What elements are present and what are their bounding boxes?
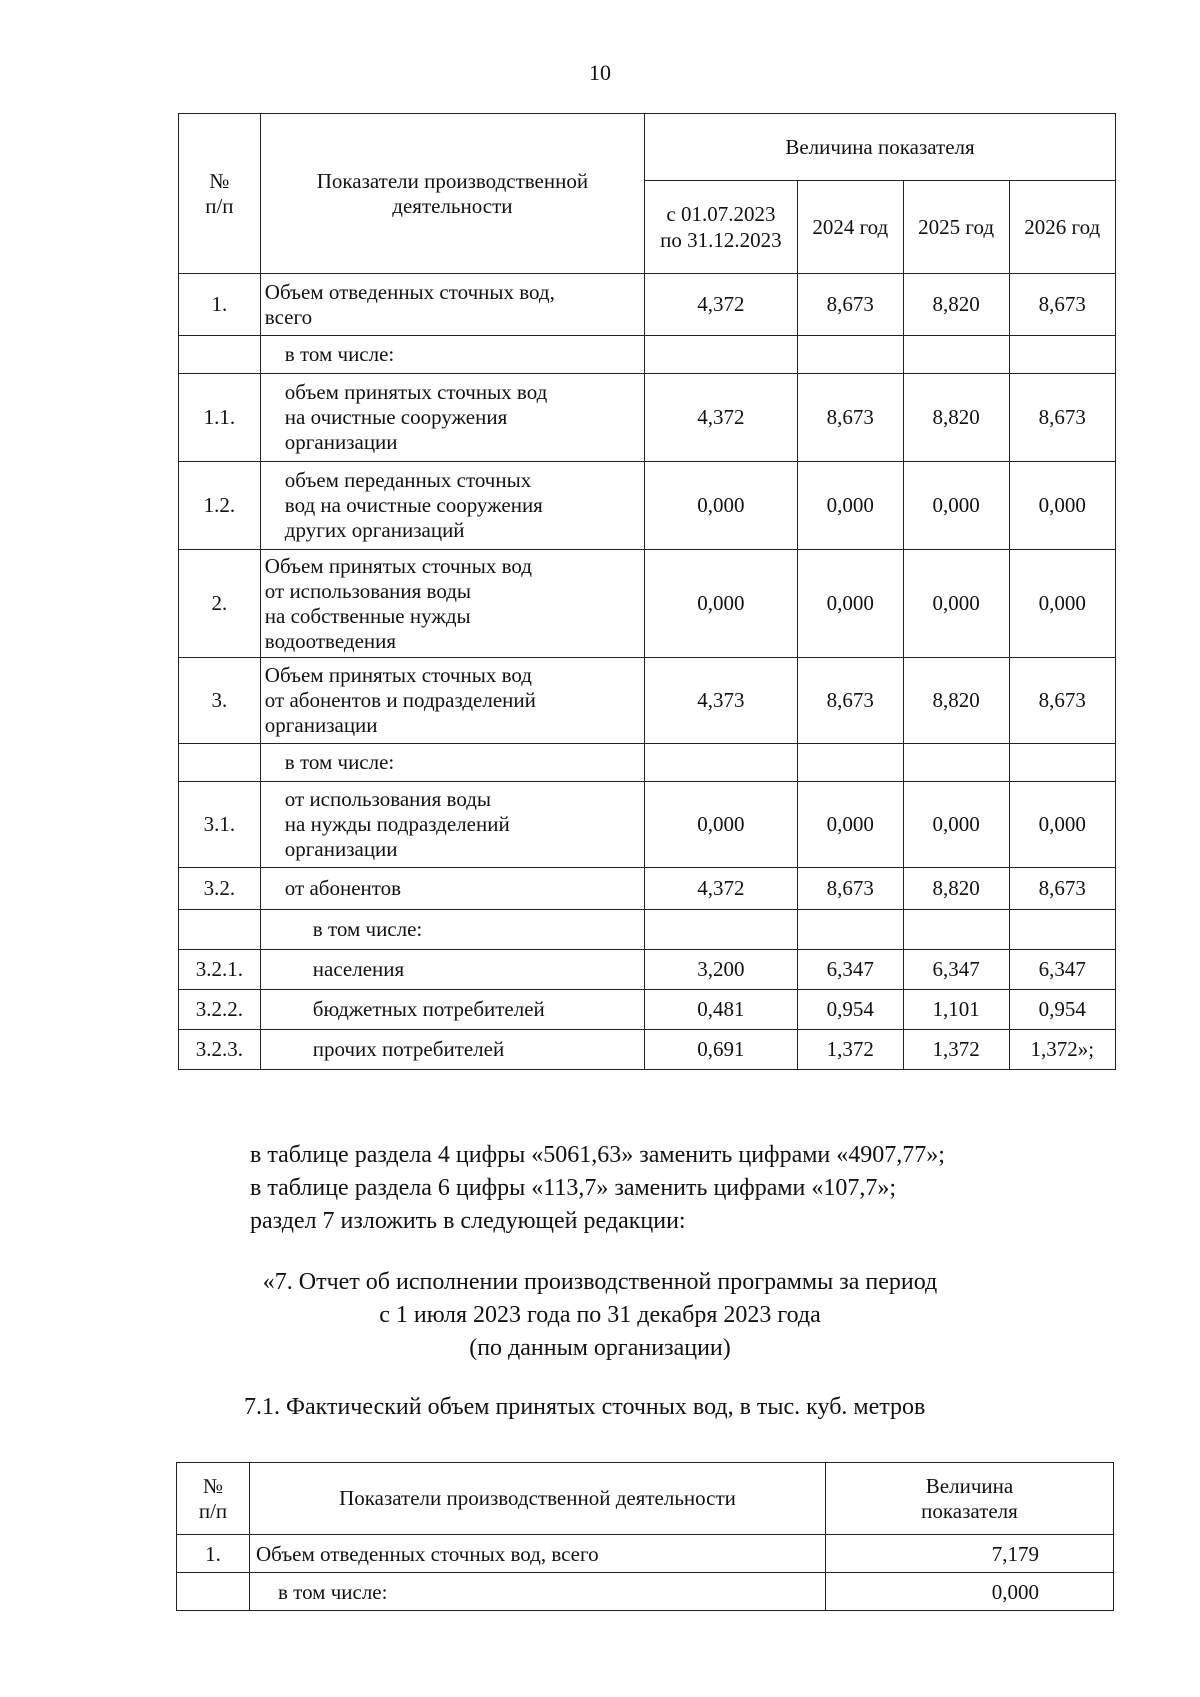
section-heading-line-3: (по данным организации)	[469, 1335, 731, 1361]
row-value	[903, 744, 1009, 782]
table-row	[177, 1573, 1114, 1611]
row-number: 1.1.	[179, 374, 261, 462]
row-value: 8,673	[1009, 274, 1115, 336]
row-value: 8,673	[1009, 868, 1115, 910]
row-indicator-name: в том числе:	[250, 1573, 826, 1611]
row-value	[645, 744, 798, 782]
row-number: 1.	[179, 274, 261, 336]
table-row	[177, 1535, 1114, 1573]
row-value: 0,954	[1009, 990, 1115, 1030]
row-number: 3.2.1.	[179, 950, 261, 990]
row-value: 1,372»;	[1009, 1030, 1115, 1070]
col-header-period: 2025 год	[903, 181, 1009, 274]
row-value: 4,372	[645, 868, 798, 910]
table-row	[179, 950, 1116, 990]
table-row	[179, 868, 1116, 910]
row-value: 7,179	[826, 1535, 1114, 1573]
row-indicator-name: объем переданных сточных вод на очистные сооружения других организаций	[260, 462, 644, 550]
amendment-paragraph-3: раздел 7 изложить в следующей редакции:	[250, 1208, 686, 1234]
row-value	[1009, 336, 1115, 374]
row-value: 0,481	[645, 990, 798, 1030]
col-header-indicator-value: Величина показателя	[645, 114, 1116, 181]
row-value: 6,347	[797, 950, 903, 990]
row-number: 1.	[177, 1535, 250, 1573]
table-row	[179, 744, 1116, 782]
page-number: 10	[589, 60, 611, 85]
row-value	[903, 336, 1009, 374]
row-value: 6,347	[903, 950, 1009, 990]
table-row	[179, 990, 1116, 1030]
row-value: 0,000	[645, 462, 798, 550]
row-value: 8,673	[797, 274, 903, 336]
row-indicator-name: объем принятых сточных вод на очистные сооружения организации	[260, 374, 644, 462]
row-value	[645, 910, 798, 950]
row-value: 0,000	[903, 550, 1009, 658]
row-value	[797, 336, 903, 374]
production-indicators-table	[178, 113, 1116, 1070]
row-value: 4,372	[645, 374, 798, 462]
table-row	[179, 658, 1116, 744]
amendment-paragraph-1: в таблице раздела 4 цифры «5061,63» заменить цифрами «4907,77»;	[250, 1142, 945, 1168]
row-number: 3.2.2.	[179, 990, 261, 1030]
row-value: 8,820	[903, 868, 1009, 910]
subsection-heading: 7.1. Фактический объем принятых сточных вод, в тыс. куб. метров	[244, 1394, 926, 1420]
table-row	[179, 910, 1116, 950]
row-indicator-name: в том числе:	[260, 336, 644, 374]
table-row	[179, 274, 1116, 336]
row-value: 0,000	[1009, 462, 1115, 550]
col-header-period: 2026 год	[1009, 181, 1115, 274]
row-value	[903, 910, 1009, 950]
row-value: 0,000	[797, 462, 903, 550]
row-number	[177, 1573, 250, 1611]
row-number	[179, 910, 261, 950]
row-value: 4,372	[645, 274, 798, 336]
col-header-period: с 01.07.2023 по 31.12.2023	[645, 181, 798, 274]
row-number: 3.2.3.	[179, 1030, 261, 1070]
row-indicator-name: прочих потребителей	[260, 1030, 644, 1070]
row-value	[1009, 910, 1115, 950]
row-indicator-name: Объем принятых сточных вод от использования воды на собственные нужды водоотведения	[260, 550, 644, 658]
row-value: 0,000	[797, 782, 903, 868]
row-value	[797, 744, 903, 782]
col-header-number: № п/п	[177, 1463, 250, 1535]
row-value: 8,673	[1009, 658, 1115, 744]
row-indicator-name: Объем отведенных сточных вод, всего	[250, 1535, 826, 1573]
row-value	[645, 336, 798, 374]
row-number: 3.	[179, 658, 261, 744]
row-value: 0,954	[797, 990, 903, 1030]
section-heading-line-1: «7. Отчет об исполнении производственной программы за период	[262, 1269, 938, 1295]
row-value: 0,000	[645, 782, 798, 868]
row-value: 8,673	[797, 658, 903, 744]
table-row	[179, 1030, 1116, 1070]
table-row	[179, 550, 1116, 658]
row-value: 0,000	[645, 550, 798, 658]
row-number	[179, 336, 261, 374]
row-indicator-name: бюджетных потребителей	[260, 990, 644, 1030]
row-value: 4,373	[645, 658, 798, 744]
col-header-indicator-value: Величина показателя	[826, 1463, 1114, 1535]
row-value: 1,372	[797, 1030, 903, 1070]
row-indicator-name: населения	[260, 950, 644, 990]
table-row	[179, 374, 1116, 462]
row-value: 3,200	[645, 950, 798, 990]
table-row	[179, 462, 1116, 550]
col-header-period: 2024 год	[797, 181, 903, 274]
row-value	[1009, 744, 1115, 782]
row-value: 0,000	[1009, 550, 1115, 658]
actual-volume-table	[176, 1462, 1114, 1611]
row-value: 0,000	[797, 550, 903, 658]
row-value: 8,673	[1009, 374, 1115, 462]
col-header-indicator: Показатели производственной деятельности	[250, 1463, 826, 1535]
row-indicator-name: от использования воды на нужды подразделений организации	[260, 782, 644, 868]
row-value: 8,673	[797, 374, 903, 462]
row-value: 0,691	[645, 1030, 798, 1070]
row-indicator-name: Объем принятых сточных вод от абонентов и подразделений организации	[260, 658, 644, 744]
row-value: 1,101	[903, 990, 1009, 1030]
row-number: 3.2.	[179, 868, 261, 910]
row-value: 0,000	[1009, 782, 1115, 868]
row-value: 8,820	[903, 274, 1009, 336]
row-value: 6,347	[1009, 950, 1115, 990]
row-value: 0,000	[903, 462, 1009, 550]
row-number: 3.1.	[179, 782, 261, 868]
row-value	[797, 910, 903, 950]
table-row	[179, 782, 1116, 868]
row-number	[179, 744, 261, 782]
row-value: 8,820	[903, 658, 1009, 744]
row-value: 8,820	[903, 374, 1009, 462]
row-value: 8,673	[797, 868, 903, 910]
row-indicator-name: от абонентов	[260, 868, 644, 910]
col-header-indicator: Показатели производственной деятельности	[260, 114, 644, 274]
row-number: 1.2.	[179, 462, 261, 550]
row-indicator-name: в том числе:	[260, 910, 644, 950]
row-number: 2.	[179, 550, 261, 658]
amendment-paragraph-2: в таблице раздела 6 цифры «113,7» заменить цифрами «107,7»;	[250, 1175, 897, 1201]
row-value: 0,000	[903, 782, 1009, 868]
row-indicator-name: Объем отведенных сточных вод, всего	[260, 274, 644, 336]
table-row	[179, 336, 1116, 374]
section-heading-line-2: с 1 июля 2023 года по 31 декабря 2023 года	[379, 1302, 821, 1328]
col-header-number: № п/п	[179, 114, 261, 274]
row-indicator-name: в том числе:	[260, 744, 644, 782]
row-value: 0,000	[826, 1573, 1114, 1611]
row-value: 1,372	[903, 1030, 1009, 1070]
